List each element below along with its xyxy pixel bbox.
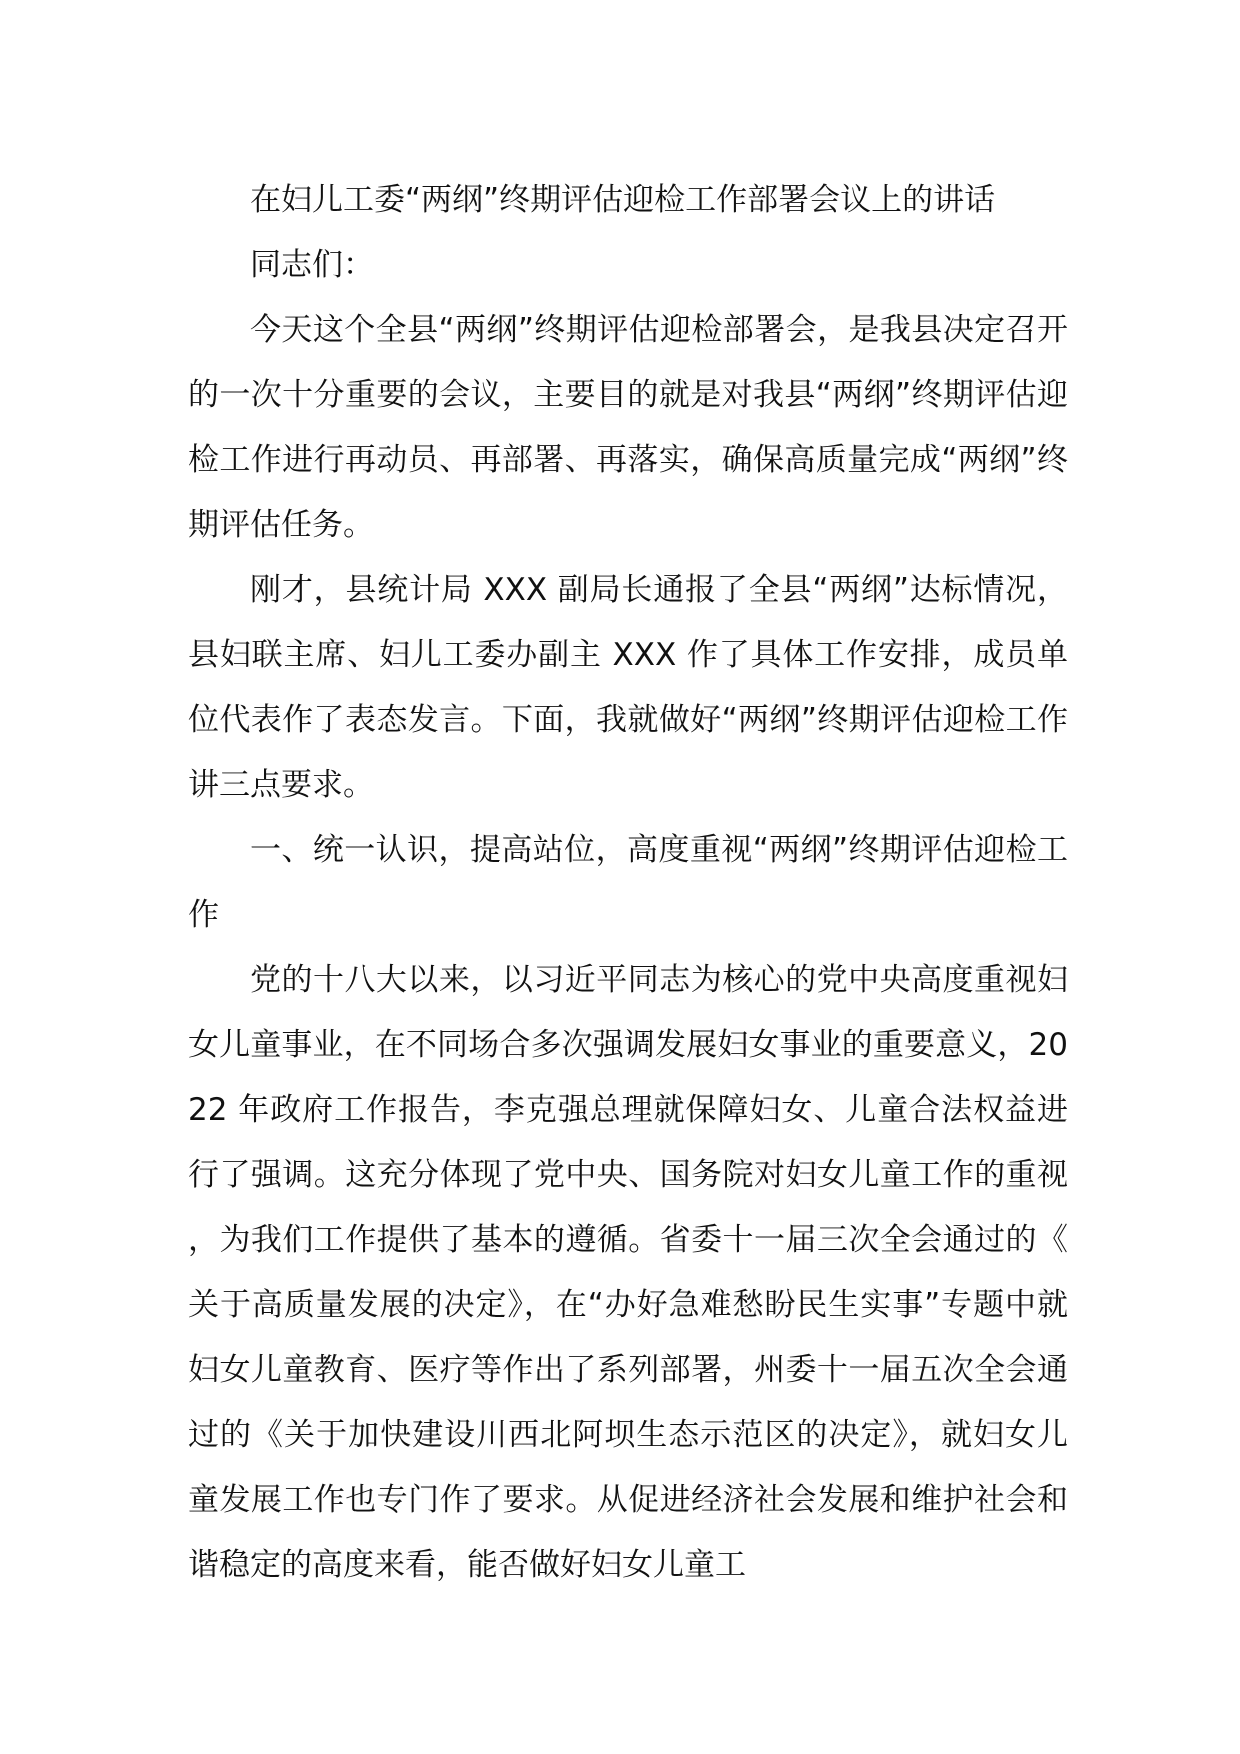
document-title: 在妇儿工委“两纲”终期评估迎检工作部署会议上的讲话 — [250, 182, 996, 218]
paragraph-opening: 今天这个全县“两纲”终期评估迎检部署会，是我县决定召开的一次十分重要的会议，主要目的就是对我县“两纲”终期评估迎检工作进行再动员、再部署、再落实，确保高质量完成“两纲”终期评估任务。 — [188, 312, 1068, 543]
section-heading-1: 一、统一认识，提高站位，高度重视“两纲”终期评估迎检工作 — [188, 832, 1068, 933]
salutation: 同志们： — [250, 247, 374, 283]
document-body — [188, 168, 1068, 1598]
paragraph-background: 党的十八大以来，以习近平同志为核心的党中央高度重视妇女儿童事业，在不同场合多次强调发展妇女事业的重要意义，2022 年政府工作报告，李克强总理就保障妇女、儿童合法权益进行了强调。这充分体现了党中央、国务院对妇女儿童工作的重视，为我们工作提供了基本的遵循。省委十一届三次全会通过的《关于高质量发展的决定》，在“办好急难愁盼民生实事”专题中就妇女儿童教育、医疗等作出了系列部署，州委十一届五次全会通过的《关于加快建设川西北阿坝生态示范区的决定》，就妇女儿童发展工作也专门作了要求。从促进经济社会发展和维护社会和谐稳定的高度来看，能否做好妇女儿童工 — [188, 962, 1068, 1583]
paragraph-report: 刚才，县统计局 XXX 副局长通报了全县“两纲”达标情况，县妇联主席、妇儿工委办副主 XXX 作了具体工作安排，成员单位代表作了表态发言。下面，我就做好“两纲”终期评估迎检工作讲三点要求。 — [188, 572, 1068, 803]
